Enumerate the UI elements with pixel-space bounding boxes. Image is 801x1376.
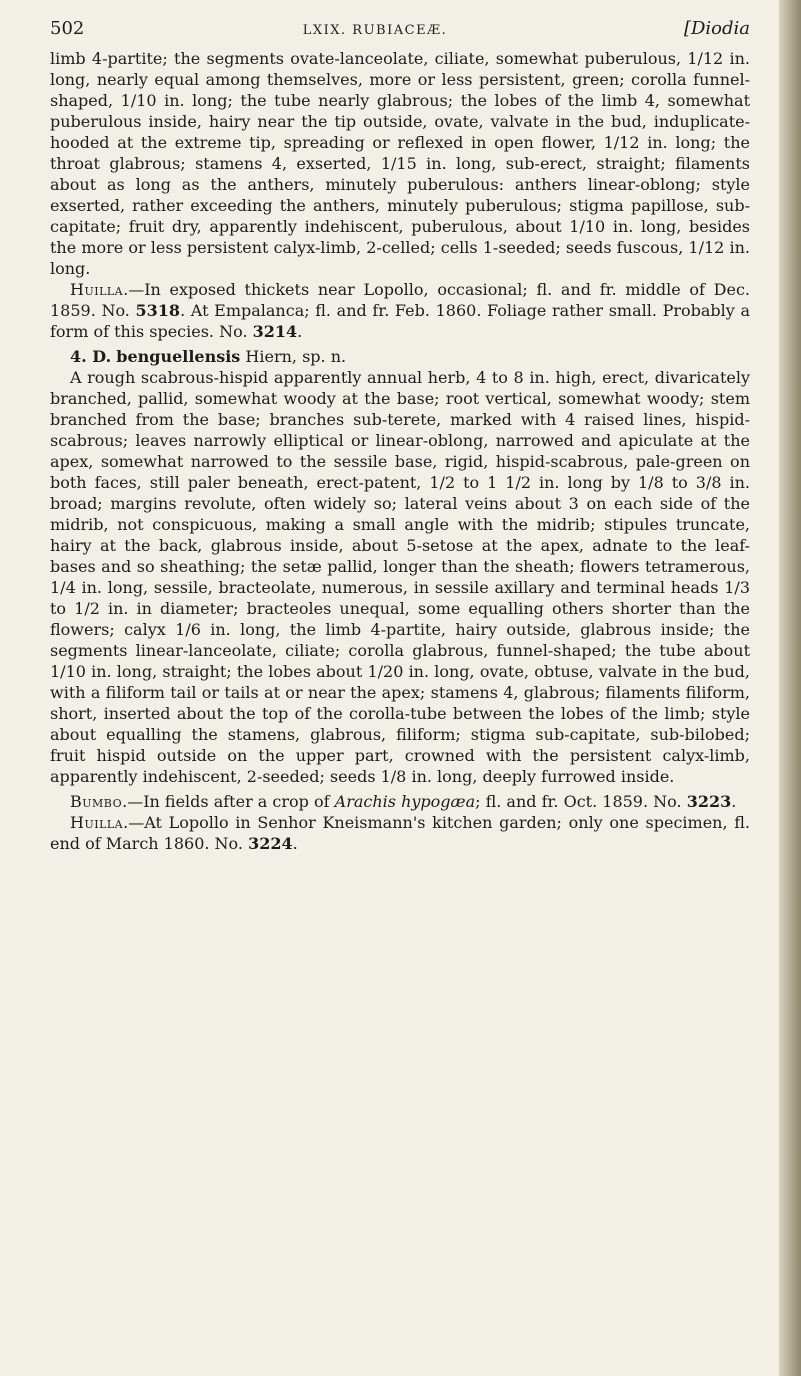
page-header xyxy=(50,18,750,48)
species-number: 4. D. xyxy=(70,347,112,366)
host-plant-name: Arachis hypogæa xyxy=(334,792,476,811)
citation-end: . xyxy=(731,792,737,811)
locality-bumbo: Bumbo xyxy=(70,792,123,811)
locality-huilla: Huilla xyxy=(70,813,124,832)
citation-end: . xyxy=(297,322,303,341)
species-name: benguellensis xyxy=(116,347,241,366)
citation-text: .—In fields after a crop of xyxy=(122,792,335,811)
specimen-number: 3224 xyxy=(248,834,293,853)
species-heading xyxy=(50,346,750,367)
page-number: 502 xyxy=(50,18,85,39)
specimen-number: 3214 xyxy=(252,322,298,341)
description-continued: limb 4-partite; the segments ovate-lanceolate, ciliate, somewhat puberulous, 1/12 in. long, nearly equal among themselves, more or less persistent, green; corolla funnel-shaped, 1/10 in. long; the tube nearly glabrous; the lobes of the limb 4, somewhat puberulous inside, hairy near the tip outside, ovate, valvate in the bud, induplicate-hooded at the extreme tip, spreading or reflexed in open flower, 1/12 in. long; the throat glabrous; stamens 4, exserted, 1/15 in. long, sub-erect, straight; filaments about as long as the anthers, minutely puberulous: anthers linear-oblong; style exserted, rather exceeding the anthers, minutely puberulous; stigma papillose, sub-capitate; fruit dry, apparently indehiscent, puberulous, about 1/10 in. long, besides the more or less persistent calyx-limb, 2-celled; cells 1-seeded; seeds fuscous, 1/12 in. long. xyxy=(50,49,750,278)
book-page xyxy=(50,18,750,854)
citation-text: . At Empalanca; fl. and fr. Feb. 1860. Foliage rather small. Probably a form of this species. No. xyxy=(50,301,750,341)
specimen-citation-huilla xyxy=(50,279,750,342)
specimen-number: 5318 xyxy=(135,301,181,320)
genus-header: [Diodia xyxy=(683,18,750,39)
citation-text: ; fl. and fr. Oct. 1859. No. xyxy=(475,792,687,811)
citation-end: . xyxy=(292,834,298,853)
locality-huilla: Huilla xyxy=(70,280,124,299)
citation-text: .—At Lopollo in Senhor Kneismann's kitchen garden; only one specimen, fl. end of March 1860. No. xyxy=(50,813,750,853)
citation-text: .—In exposed thickets near Lopollo, occasional; fl. and fr. middle of Dec. 1859. No. xyxy=(50,280,750,320)
page-edge-shadow xyxy=(779,0,801,1376)
specimen-citation-bumbo xyxy=(50,791,750,812)
species-description: A rough scabrous-hispid apparently annual herb, 4 to 8 in. high, erect, divaricately branched, pallid, somewhat woody at the base; root vertical, somewhat woody; stem branched from the base; branches sub-terete, marked with 4 raised lines, hispid-scabrous; leaves narrowly elliptical or linear-oblong, narrowed and apiculate at the apex, somewhat narrowed to the sessile base, rigid, hispid-scabrous, pale-green on both faces, still paler beneath, erect-patent, 1/2 to 1 1/2 in. long by 1/8 to 3/8 in. broad; margins revolute, often widely so; lateral veins about 3 on each side of the midrib, not conspicuous, making a small angle with the midrib; stipules truncate, hairy at the back, glabrous inside, about 5-setose at the apex, adnate to the leaf-bases and so sheathing; the setæ pallid, longer than the sheath; flowers tetramerous, 1/4 in. long, sessile, bracteolate, numerous, in sessile axillary and terminal heads 1/3 to 1/2 in. in diameter; bracteoles unequal, some equalling others shorter than the flowers; calyx 1/6 in. long, the limb 4-partite, hairy outside, glabrous inside; the segments linear-lanceolate, ciliate; corolla glabrous, funnel-shaped; the tube about 1/10 in. long, straight; the lobes about 1/20 in. long, ovate, obtuse, valvate in the bud, with a filiform tail or tails at or near the apex; stamens 4, glabrous; filaments filiform, short, inserted about the top of the corolla-tube between the lobes of the limb; style about equalling the stamens, glabrous, filiform; stigma sub-capitate, sub-bilobed; fruit hispid outside on the upper part, crowned with the persistent calyx-limb, apparently indehiscent, 2-seeded; seeds 1/8 in. long, deeply furrowed inside. xyxy=(50,368,750,786)
running-head: LXIX. RUBIACEÆ. xyxy=(302,23,448,38)
specimen-number: 3223 xyxy=(686,792,732,811)
specimen-citation-huilla-2 xyxy=(50,812,750,854)
species-author: Hiern, sp. n. xyxy=(240,347,347,366)
